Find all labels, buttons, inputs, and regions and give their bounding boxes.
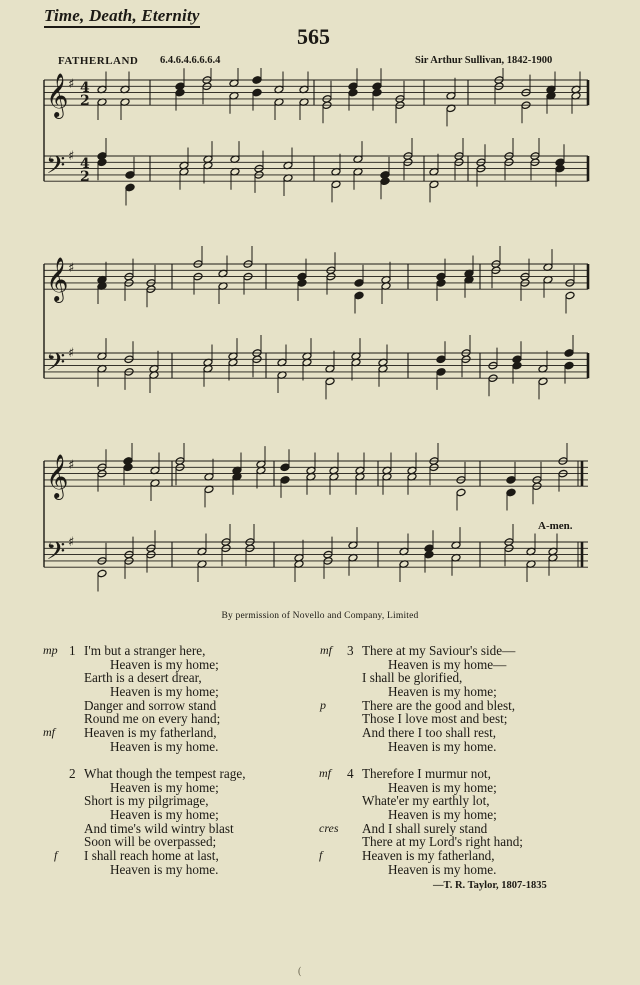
key-signature-sharp: ♯ [68,261,75,276]
time-signature-top: 4 [80,156,90,172]
dynamic-marking: mf [320,643,332,657]
time-signature-bottom: 2 [80,93,90,109]
verse-line: Heaven is my home; [388,779,497,795]
tune-name: FATHERLAND [58,55,139,67]
verse-line: Heaven is my fatherland, [362,848,495,864]
verse-number: 1 [69,643,76,658]
permission-notice: By permission of Novello and Company, Limited [221,611,419,621]
verse-line: There are the good and blest, [362,697,516,713]
bass-clef-icon: 𝄢 [46,348,66,383]
music-score [40,68,600,608]
verse-line: What though the tempest rage, [84,766,246,781]
verse-line: I'm but a stranger here, [84,643,206,658]
verse-line: Round me on every hand; [84,711,221,727]
verse-line: Short is my pilgrimage, [84,793,209,809]
verse-line: Heaven is my fatherland, [84,725,217,741]
verse-2 [54,766,246,877]
note-head [565,291,575,300]
note-head [380,177,390,186]
note-head [506,488,516,497]
verse-1 [43,643,221,754]
dynamic-marking: mf [319,766,331,780]
note-head [372,88,382,97]
verse-line: Heaven is my home; [388,684,497,700]
treble-clef-icon: 𝄞 [46,257,69,301]
key-signature-sharp: ♯ [68,458,75,473]
dynamic-marking: mf [43,725,55,740]
treble-clef-icon: 𝄞 [46,454,69,498]
note-head [125,171,135,180]
note-head [436,279,446,288]
note-head [175,88,185,97]
bass-clef-icon: 𝄢 [46,151,66,186]
verse-line: Heaven is my home. [110,861,219,877]
verse-line: I shall reach home at last, [84,848,219,864]
verse-line: Earth is a desert drear, [84,670,202,686]
dynamic-marking: p [320,697,326,712]
verse-line: And there I too shall rest, [362,725,497,741]
verse-number: 4 [347,766,354,781]
verse-line: There at my Saviour's side— [362,643,516,658]
verse-line: I shall be glorified, [362,670,463,686]
note-head [348,88,358,97]
note-head [354,291,364,300]
time-signature-bottom: 2 [80,169,90,185]
dynamic-marking: cres [319,820,339,835]
verse-line: Heaven is my home; [110,684,219,700]
verse-line: Heaven is my home; [388,807,497,823]
note-head [354,279,364,288]
note-head [436,368,446,377]
treble-clef-icon: 𝄞 [46,73,69,117]
verse-line: Heaven is my home; [110,779,219,795]
dynamic-marking: mp [43,643,58,657]
verse-line: Heaven is my home; [110,807,219,823]
note-head [252,76,262,85]
verse-line: Heaven is my home; [110,656,219,672]
note-head [456,488,466,497]
key-signature-sharp: ♯ [68,346,75,361]
key-signature-sharp: ♯ [68,535,75,550]
attribution: —T. R. Taylor, 1807-1835 [433,880,547,891]
verse-line: There at my Lord's right hand; [362,834,523,850]
section-title: Time, Death, Eternity [44,6,200,28]
page-mark: ( [298,966,302,977]
key-signature-sharp: ♯ [68,77,75,92]
verse-line: And I shall surely stand [362,820,488,836]
time-signature-top: 4 [80,80,90,96]
verse-line: Therefore I murmur not, [362,766,491,781]
note-head [280,463,290,472]
amen-text: A-men. [538,520,573,532]
note-head [564,349,574,358]
verse-4 [319,766,523,877]
note-head [297,279,307,288]
note-head [436,355,446,364]
verse-line: Danger and sorrow stand [84,697,217,713]
dynamic-marking: f [54,848,58,863]
note-head [506,476,516,485]
note-head [280,476,290,485]
note-head [125,183,135,192]
verse-number: 2 [69,766,76,781]
note-head [97,158,107,167]
composer: Sir Arthur Sullivan, 1842-1900 [415,55,553,66]
verse-line: Whate'er my earthly lot, [362,793,490,809]
note-head [252,88,262,97]
note-head [512,361,522,370]
verse-line: Heaven is my home. [388,738,497,754]
bass-clef-icon: 𝄢 [46,537,66,572]
verse-line: Heaven is my home. [110,738,219,754]
note-head [424,550,434,559]
verse-line: Heaven is my home. [388,861,497,877]
verse-number: 3 [347,643,354,658]
note-head [97,569,107,578]
note-head [123,463,133,472]
verse-line: Soon will be overpassed; [84,834,217,850]
dynamic-marking: f [319,848,323,863]
meter: 6.4.6.4.6.6.6.4 [160,55,221,66]
verse-line: Heaven is my home— [388,656,507,672]
verse-3 [320,643,516,754]
key-signature-sharp: ♯ [68,149,75,164]
verse-line: And time's wild wintry blast [84,820,234,836]
note-head [564,361,574,370]
verse-line: Those I love most and best; [362,711,508,727]
note-head [555,164,565,173]
hymn-number: 565 [297,24,330,49]
